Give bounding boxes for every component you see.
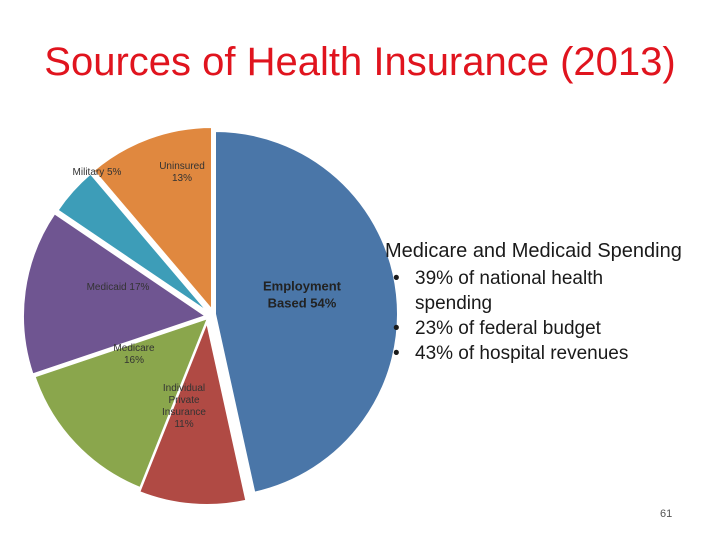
spending-item <box>385 341 655 366</box>
bullet-icon: • <box>393 318 400 339</box>
slice-label: Medicaid 17% <box>86 282 150 293</box>
slice-label: Medicare 16% <box>113 343 155 366</box>
slice-label: Employment Based 54% <box>262 278 342 311</box>
slide-title: Sources of Health Insurance (2013) <box>44 40 676 84</box>
spending-panel <box>385 236 715 366</box>
page-number: 61 <box>660 508 673 520</box>
slice-label: Individual Private Insurance 11% <box>162 383 206 430</box>
bullet-icon: • <box>393 268 400 289</box>
spending-item-text: 43% of hospital revenues <box>415 343 629 364</box>
spending-list <box>385 266 715 366</box>
pie-slice <box>215 131 398 493</box>
spending-item-text: 23% of federal budget <box>415 318 601 339</box>
spending-item <box>385 316 655 341</box>
bullet-icon: • <box>393 343 400 364</box>
slice-label: Military 5% <box>72 167 122 178</box>
spending-item <box>385 266 655 316</box>
spending-item-text: 39% of national health spending <box>415 268 604 314</box>
spending-heading: Medicare and Medicaid Spending <box>385 240 682 262</box>
slice-label: Uninsured 13% <box>159 161 205 184</box>
